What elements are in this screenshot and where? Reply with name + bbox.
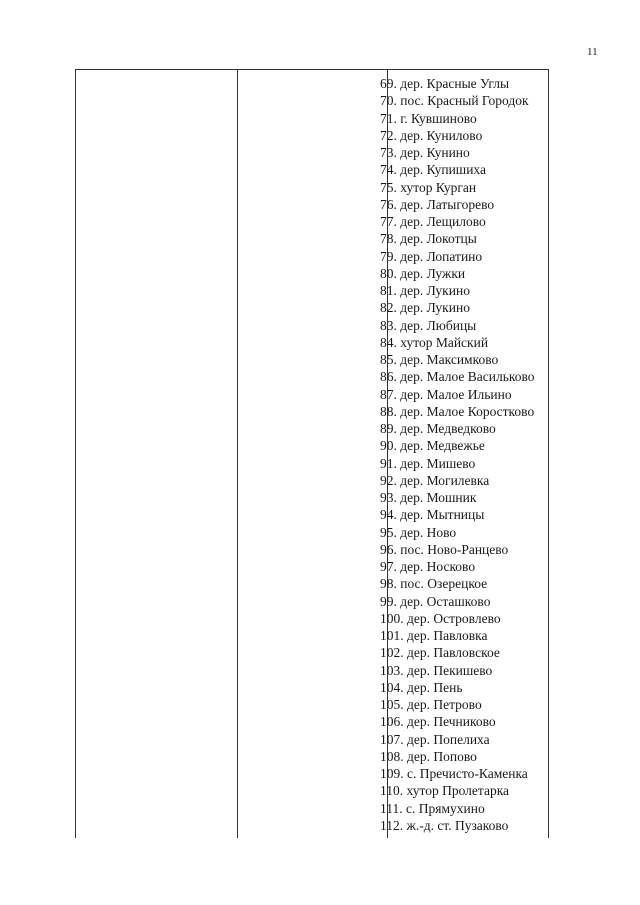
list-item: 92. дер. Могилевка (380, 472, 490, 488)
list-item: 71. г. Кувшиново (380, 110, 477, 126)
list-item: 88. дер. Малое Коростково (380, 403, 535, 419)
list-item: 111. с. Прямухино (380, 800, 485, 816)
list-item: 74. дер. Купишиха (380, 162, 486, 178)
list-item: 76. дер. Латыгорево (380, 196, 495, 212)
list-item: 81. дер. Лукино (380, 283, 470, 298)
list-item: 85. дер. Максимково (380, 352, 499, 367)
list-item: 97. дер. Носково (380, 559, 476, 574)
list-item: 72. дер. Кунилово (380, 127, 483, 143)
list-item: 73. дер. Кунино (380, 145, 470, 160)
list-item: 103. дер. Пекишево (380, 662, 493, 678)
list-item: 84. хутор Майский (380, 334, 489, 350)
list-item: 86. дер. Малое Васильково (380, 369, 535, 385)
list-item: 102. дер. Павловское (380, 645, 500, 661)
list-item: 112. ж.-д. ст. Пузаково (380, 817, 509, 833)
list-item: 87. дер. Малое Ильино (380, 386, 512, 402)
list-item: 95. дер. Ново (380, 524, 457, 540)
list-item: 70. пос. Красный Городок (380, 93, 529, 109)
list-item: 79. дер. Лопатино (380, 248, 483, 264)
list-item: 93. дер. Мошник (380, 490, 477, 505)
list-item: 101. дер. Павловка (380, 628, 488, 643)
list-item: 108. дер. Попово (380, 748, 477, 764)
list-item: 98. пос. Озерецкое (380, 576, 488, 592)
settlement-list (380, 75, 535, 834)
list-item: 82. дер. Лукино (380, 300, 470, 316)
list-item: 77. дер. Лещилово (380, 214, 486, 229)
list-item: 106. дер. Печниково (380, 714, 496, 730)
list-item: 91. дер. Мишево (380, 455, 476, 471)
list-item: 89. дер. Медведково (380, 421, 496, 436)
list-item: 99. дер. Осташково (380, 593, 491, 609)
list-item: 75. хутор Курган (380, 179, 477, 195)
list-item: 107. дер. Попелиха (380, 731, 490, 747)
list-item: 110. хутор Пролетарка (380, 783, 510, 799)
list-item: 96. пос. Ново-Ранцево (380, 541, 509, 557)
list-item: 94. дер. Мытницы (380, 507, 485, 523)
page-number: 11 (587, 46, 598, 58)
list-item: 83. дер. Любицы (380, 317, 477, 333)
column-divider-1 (237, 70, 238, 838)
list-item: 80. дер. Лужки (380, 265, 466, 281)
list-item: 78. дер. Локотцы (380, 231, 477, 247)
list-item: 109. с. Пречисто-Каменка (380, 766, 528, 781)
list-item: 105. дер. Петрово (380, 697, 482, 712)
list-item: 90. дер. Медвежье (380, 438, 485, 454)
list-item: 104. дер. Пень (380, 679, 463, 695)
list-item: 100. дер. Островлево (380, 610, 501, 626)
list-item: 69. дер. Красные Углы (380, 76, 510, 91)
